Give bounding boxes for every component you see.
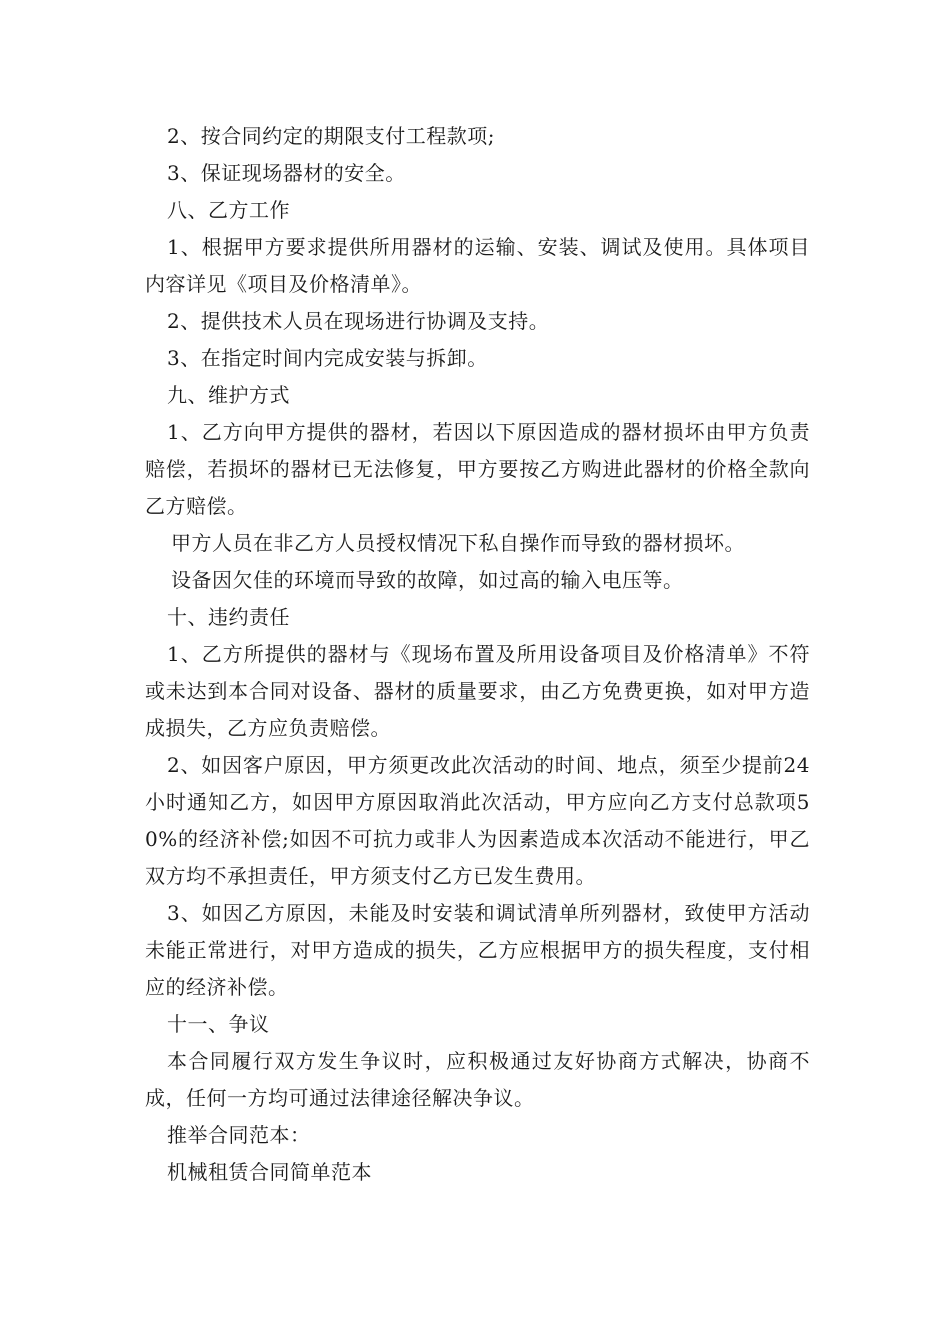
section-heading-maintenance: 九、维护方式 [167,383,290,407]
paragraph-liability-1: 1、乙方所提供的器材与《现场布置及所用设备项目及价格清单》不符或未达到本合同对设备、器材的质量要求，由乙方免费更换，如对甲方造成损失，乙方应负责赔偿。 [145,642,810,740]
paragraph-party-b-work-3: 3、在指定时间内完成安装与拆卸。 [167,346,488,370]
paragraph-payment-term: 2、按合同约定的期限支付工程款项; [167,124,495,148]
paragraph-equipment-safety: 3、保证现场器材的安全。 [167,161,406,185]
paragraph-liability-2: 2、如因客户原因，甲方须更改此次活动的时间、地点，须至少提前24小时通知乙方，如因甲方原因取消此次活动，甲方应向乙方支付总款项50%的经济补偿;如因不可抗力或非人为因素造成本次活动不能进行，甲乙双方均不承担责任，甲方须支付乙方已发生费用。 [145,753,810,888]
paragraph-maintenance-cause-1: 甲方人员在非乙方人员授权情况下私自操作而导致的器材损坏。 [171,531,745,555]
paragraph-party-b-work-1: 1、根据甲方要求提供所用器材的运输、安装、调试及使用。具体项目内容详见《项目及价格清单》。 [145,235,810,296]
paragraph-recommended-templates: 推举合同范本： [167,1123,311,1147]
section-heading-dispute: 十一、争议 [167,1012,270,1036]
paragraph-liability-3: 3、如因乙方原因，未能及时安装和调试清单所列器材，致使甲方活动未能正常进行，对甲方造成的损失，乙方应根据甲方的损失程度，支付相应的经济补偿。 [145,901,810,999]
paragraph-maintenance-1: 1、乙方向甲方提供的器材，若因以下原因造成的器材损坏由甲方负责赔偿，若损坏的器材已无法修复，甲方要按乙方购进此器材的价格全款向乙方赔偿。 [145,420,810,518]
section-heading-party-b-work: 八、乙方工作 [167,198,290,222]
paragraph-dispute: 本合同履行双方发生争议时，应积极通过友好协商方式解决，协商不成，任何一方均可通过法律途径解决争议。 [145,1049,810,1110]
document-body [145,118,810,1191]
paragraph-template-title: 机械租赁合同简单范本 [167,1160,372,1184]
paragraph-party-b-work-2: 2、提供技术人员在现场进行协调及支持。 [167,309,550,333]
paragraph-maintenance-cause-2: 设备因欠佳的环境而导致的故障，如过高的输入电压等。 [171,568,684,592]
section-heading-liability: 十、违约责任 [167,605,290,629]
